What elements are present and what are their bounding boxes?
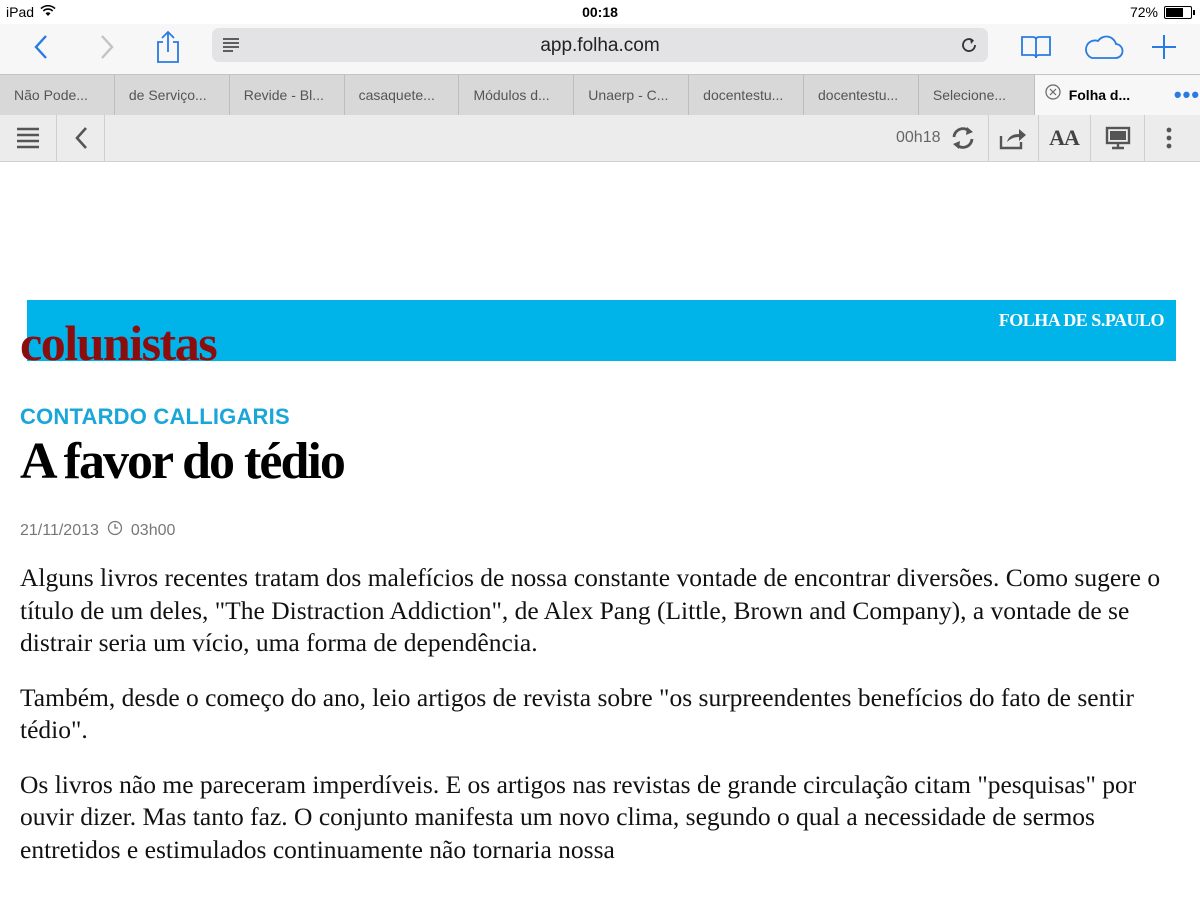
paragraph: Também, desde o começo do ano, leio artigos de revista sobre "os surpreendentes benefícios do fato de sentir tédio". xyxy=(20,682,1134,744)
reload-icon[interactable] xyxy=(960,36,978,59)
paragraph: Alguns livros recentes tratam dos malefícios de nossa constante vontade de encontrar diversões. Como sugere o título de um deles, "The Distraction Addiction", de Alex Pang (Little, Brown and Company), a vontade de se distrair seria um vício, uma forma de dependência. xyxy=(20,563,1161,657)
article-title: A favor do tédio xyxy=(20,433,344,490)
menu-icon[interactable] xyxy=(8,115,48,161)
reading-timer: 00h18 xyxy=(896,129,941,146)
tab-bar xyxy=(0,74,1200,116)
close-tab-icon[interactable] xyxy=(1045,75,1061,115)
tab[interactable]: docentestu... xyxy=(804,75,919,115)
browser-toolbar xyxy=(0,24,1200,74)
refresh-icon[interactable] xyxy=(946,115,980,161)
status-bar xyxy=(0,0,1200,24)
url-text[interactable]: app.folha.com xyxy=(540,35,660,56)
bookmarks-button[interactable] xyxy=(1018,24,1054,70)
tab[interactable]: docentestu... xyxy=(689,75,804,115)
tab[interactable]: Módulos d... xyxy=(459,75,574,115)
app-toolbar xyxy=(0,115,1200,162)
tab[interactable]: Não Pode... xyxy=(0,75,115,115)
article-time: 03h00 xyxy=(130,521,176,539)
forward-button[interactable] xyxy=(90,24,124,70)
battery-icon xyxy=(1164,6,1192,19)
article-date: 21/11/2013 xyxy=(20,521,99,539)
separator xyxy=(1038,115,1039,161)
folha-logo: FOLHA DE S.PAULO xyxy=(998,310,1164,330)
more-options-icon[interactable] xyxy=(1152,115,1186,161)
tab-active[interactable] xyxy=(1035,75,1174,115)
battery-percent: 72% xyxy=(1129,4,1158,20)
tab[interactable]: Selecione... xyxy=(919,75,1035,115)
more-tabs-button[interactable]: ••• xyxy=(1174,75,1200,115)
status-right xyxy=(1130,4,1192,20)
separator xyxy=(1090,115,1091,161)
device-name: iPad xyxy=(6,4,35,20)
app-back-icon[interactable] xyxy=(64,115,98,161)
separator xyxy=(104,115,105,161)
display-mode-icon[interactable] xyxy=(1100,115,1136,161)
share-button[interactable] xyxy=(150,24,186,70)
section-title: colunistas xyxy=(20,315,217,371)
icloud-tabs-button[interactable] xyxy=(1080,24,1126,70)
article-body xyxy=(20,562,1180,888)
clock-icon xyxy=(107,520,123,541)
new-tab-button[interactable] xyxy=(1148,24,1180,70)
author-name[interactable]: CONTARDO CALLIGARIS xyxy=(20,404,290,429)
back-button[interactable] xyxy=(24,24,58,70)
url-bar[interactable] xyxy=(212,28,988,62)
font-size-icon[interactable] xyxy=(1044,115,1084,161)
tab[interactable]: casaquete... xyxy=(345,75,460,115)
active-tab-label: Folha d... xyxy=(1068,87,1131,103)
status-time: 00:18 xyxy=(582,4,618,20)
font-size-label: AA xyxy=(1049,125,1079,150)
share-article-icon[interactable] xyxy=(996,115,1030,161)
tab[interactable]: Revide - Bl... xyxy=(230,75,345,115)
article-meta xyxy=(20,520,175,541)
separator xyxy=(988,115,989,161)
tab[interactable]: de Serviço... xyxy=(115,75,230,115)
separator xyxy=(1144,115,1145,161)
separator xyxy=(56,115,57,161)
battery-fill xyxy=(1166,8,1183,17)
paragraph: Os livros não me pareceram imperdíveis. E os artigos nas revistas de grande circulação citam "pesquisas" por ouvir dizer. Mas tanto faz. O conjunto manifesta um novo clima, segundo o qual a necessidade de sermos entretidos e estimulados continuamente não tornaria nossa xyxy=(20,769,1137,864)
tab[interactable]: Unaerp - C... xyxy=(574,75,689,115)
